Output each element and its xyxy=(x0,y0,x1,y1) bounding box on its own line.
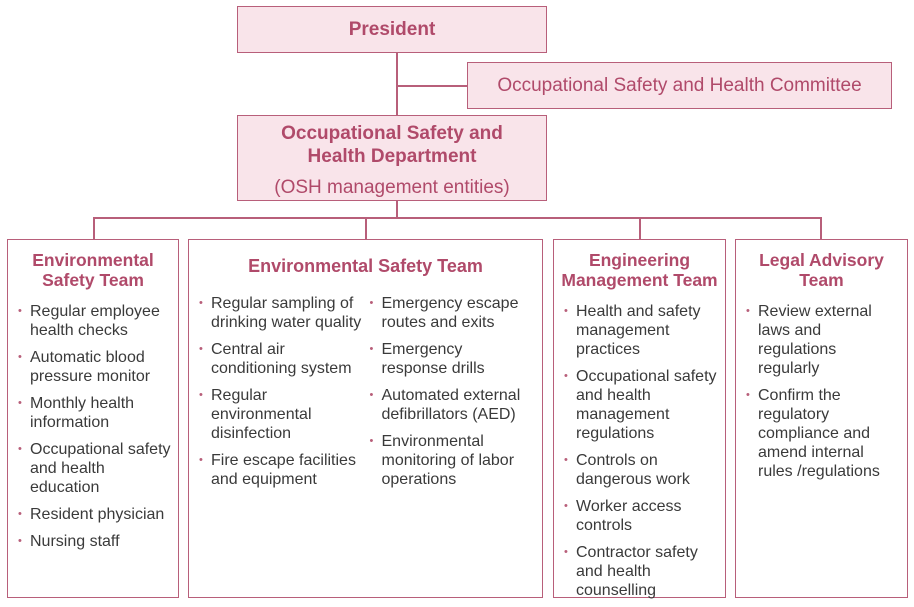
list-item: • Emergency escape routes and exits xyxy=(366,294,533,332)
connector-dept-down xyxy=(396,201,398,218)
list-item: • Automated external defibrillators (AED) xyxy=(366,386,533,424)
connector-horizontal xyxy=(93,217,821,219)
connector-team4 xyxy=(820,217,822,239)
department-title: Occupational Safety and Health Department xyxy=(281,123,503,167)
team-item-list-right xyxy=(366,294,533,489)
list-item: • Emergency response drills xyxy=(366,340,533,378)
list-item: • Controls on dangerous work xyxy=(560,451,719,489)
president-label: President xyxy=(348,18,436,40)
list-item: • Occupational safety and health management regulations xyxy=(560,367,719,443)
list-item: • Regular sampling of drinking water quality xyxy=(195,294,362,332)
team-item-list xyxy=(742,302,901,481)
connector-team3 xyxy=(639,217,641,239)
team-item-list xyxy=(14,302,172,551)
list-item: • Regular environmental disinfection xyxy=(195,386,362,443)
team-box-environmental-safety-1 xyxy=(7,239,179,598)
committee-label: Occupational Safety and Health Committee xyxy=(497,74,862,96)
team-title: Environmental Safety Team xyxy=(248,256,483,276)
connector-team2 xyxy=(365,217,367,239)
list-item: • Health and safety management practices xyxy=(560,302,719,359)
department-subtitle: (OSH management entities) xyxy=(274,177,510,198)
list-item: • Regular employee health checks xyxy=(14,302,172,340)
list-item: • Nursing staff xyxy=(14,532,172,551)
connector-committee xyxy=(396,85,467,87)
team-item-list-left xyxy=(195,294,362,489)
connector-team1 xyxy=(93,217,95,239)
team-box-engineering-management xyxy=(553,239,726,598)
list-item: • Resident physician xyxy=(14,505,172,524)
list-item: • Worker access controls xyxy=(560,497,719,535)
list-item: • Review external laws and regulations regularly xyxy=(742,302,901,378)
department-box xyxy=(237,115,547,201)
team-box-legal-advisory xyxy=(735,239,908,598)
team-title: Engineering Management Team xyxy=(561,250,718,290)
list-item: • Automatic blood pressure monitor xyxy=(14,348,172,386)
list-item: • Monthly health information xyxy=(14,394,172,432)
team-title: Environmental Safety Team xyxy=(32,250,154,290)
connector-president-dept xyxy=(396,53,398,115)
list-item: • Contractor safety and health counselling xyxy=(560,543,719,600)
list-item: • Central air conditioning system xyxy=(195,340,362,378)
list-item: • Occupational safety and health education xyxy=(14,440,172,497)
list-item: • Fire escape facilities and equipment xyxy=(195,451,362,489)
list-item: • Confirm the regulatory compliance and amend internal rules /regulations xyxy=(742,386,901,481)
list-item: • Environmental monitoring of labor operations xyxy=(366,432,533,489)
team-title: Legal Advisory Team xyxy=(759,250,884,290)
president-box xyxy=(237,6,547,53)
team-item-list xyxy=(560,302,719,600)
committee-box xyxy=(467,62,892,109)
team-box-environmental-safety-2 xyxy=(188,239,543,598)
